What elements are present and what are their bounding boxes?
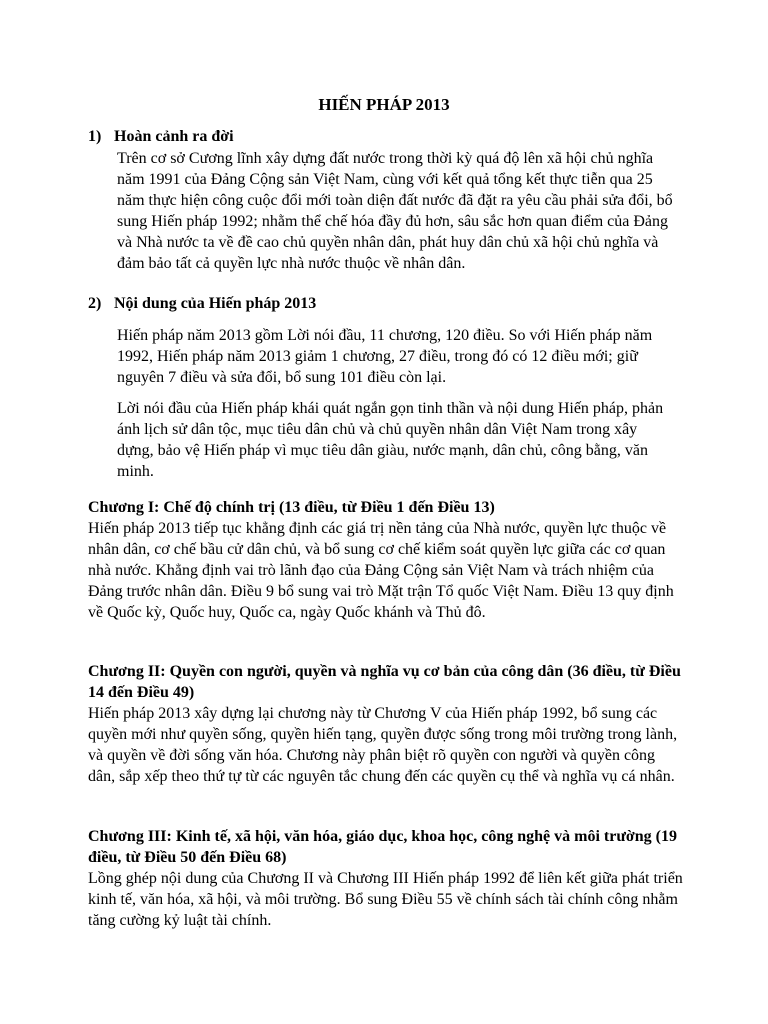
- section-2-paragraph-2: Lời nói đầu của Hiến pháp khái quát ngắn gọn tinh thần và nội dung Hiến pháp, phản ánh lịch sử dân tộc, mục tiêu dân chủ và chủ quyền nhân dân Việt Nam trong xây dựng, bảo vệ Hiến pháp vì mục tiêu dân giàu, nước mạnh, dân chủ, công bằng, văn minh.: [117, 400, 664, 480]
- chapter-3: [88, 826, 684, 931]
- section-2-paragraph-1: Hiến pháp năm 2013 gồm Lời nói đầu, 11 chương, 120 điều. So với Hiến pháp năm 1992, Hiến pháp năm 2013 giảm 1 chương, 27 điều, trong đó có 12 điều mới; giữ nguyên 7 điều và sửa đổi, bổ sung 101 điều còn lại.: [117, 327, 653, 386]
- section-number: 2): [88, 295, 102, 312]
- document-title: HIẾN PHÁP 2013: [318, 95, 450, 114]
- chapter-body: Hiến pháp 2013 tiếp tục khẳng định các giá trị nền tảng của Nhà nước, quyền lực thuộc về nhân dân, cơ chế bầu cử dân chủ, và bổ sung cơ chế kiểm soát quyền lực giữa các cơ quan nhà nước. Khẳng định vai trò lãnh đạo của Đảng Cộng sản Việt Nam và trách nhiệm của Đảng trước nhân dân. Điều 9 bổ sung vai trò Mặt trận Tổ quốc Việt Nam. Điều 13 quy định về Quốc kỳ, Quốc huy, Quốc ca, ngày Quốc khánh và Thủ đô.: [88, 520, 674, 621]
- section-title: Hoàn cảnh ra đời: [114, 128, 234, 145]
- section-1-paragraph-1: Trên cơ sở Cương lĩnh xây dựng đất nước trong thời kỳ quá độ lên xã hội chủ nghĩa năm 1991 của Đảng Cộng sản Việt Nam, cùng với kết quả tổng kết thực tiễn qua 25 năm thực hiện công cuộc đổi mới toàn diện đất nước đã đặt ra yêu cầu phải sửa đổi, bổ sung Hiến pháp 1992; nhằm thể chế hóa đầy đủ hơn, sâu sắc hơn quan điểm của Đảng và Nhà nước ta về đề cao chủ quyền nhân dân, phát huy dân chủ xã hội chủ nghĩa và đảm bảo tất cả quyền lực nhà nước thuộc về nhân dân.: [117, 150, 673, 272]
- chapter-1: [88, 497, 684, 623]
- section-heading-1: [88, 127, 234, 147]
- chapter-2: [88, 661, 684, 787]
- chapter-title: Chương II: Quyền con người, quyền và nghĩa vụ cơ bản của công dân (36 điều, từ Điều 14 đến Điều 49): [88, 663, 681, 701]
- section-number: 1): [88, 128, 102, 145]
- chapter-body: Hiến pháp 2013 xây dựng lại chương này từ Chương V của Hiến pháp 1992, bổ sung các quyền mới như quyền sống, quyền hiến tạng, quyền được sống trong môi trường trong lành, và quyền về đời sống văn hóa. Chương này phân biệt rõ quyền con người và quyền công dân, sắp xếp theo thứ tự từ các nguyên tắc chung đến các quyền cụ thể và nghĩa vụ cá nhân.: [88, 705, 678, 785]
- chapter-title: Chương III: Kinh tế, xã hội, văn hóa, giáo dục, khoa học, công nghệ và môi trường (19 điều, từ Điều 50 đến Điều 68): [88, 828, 678, 866]
- section-title: Nội dung của Hiến pháp 2013: [114, 295, 317, 312]
- chapter-body: Lồng ghép nội dung của Chương II và Chương III Hiến pháp 1992 để liên kết giữa phát triển kinh tế, văn hóa, xã hội, và môi trường. Bổ sung Điều 55 về chính sách tài chính công nhằm tăng cường kỷ luật tài chính.: [88, 870, 683, 929]
- section-heading-2: [88, 294, 316, 314]
- chapter-title: Chương I: Chế độ chính trị (13 điều, từ Điều 1 đến Điều 13): [88, 499, 495, 516]
